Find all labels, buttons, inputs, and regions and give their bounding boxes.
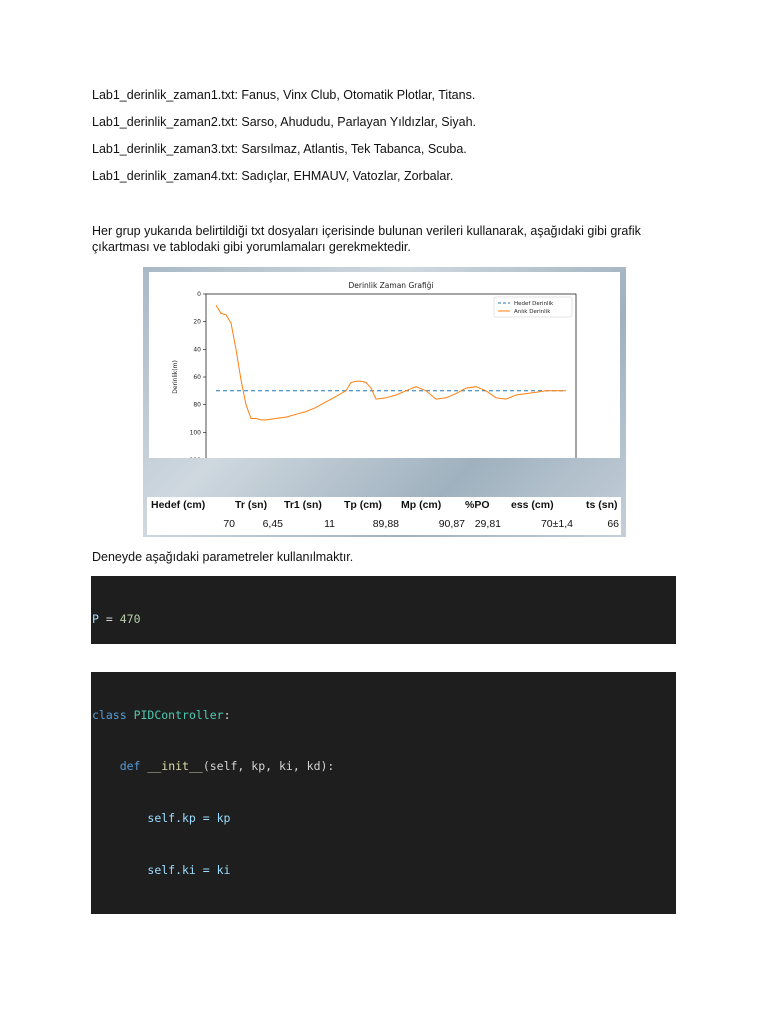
y-axis-label: Derinlik(m) — [172, 360, 179, 394]
y-tick-label: 0 — [197, 291, 201, 298]
chart-title: Derinlik Zaman Grafiği — [348, 281, 434, 290]
header-tr: Tr (sn) — [235, 499, 268, 511]
y-tick-label — [190, 457, 202, 458]
plot-panel — [149, 272, 620, 458]
intro-line-1: Lab1_derinlik_zaman1.txt: Fanus, Vinx Club, Otomatik Plotlar, Titans. — [92, 88, 476, 102]
figure-image — [143, 267, 626, 537]
code-class-def: class PIDController: — [92, 707, 231, 722]
value-tp: 89,88 — [372, 518, 399, 530]
params-code-block — [91, 576, 676, 644]
results-table-row — [147, 516, 621, 534]
code-ki — [91, 862, 676, 879]
intro-line-3: Lab1_derinlik_zaman3.txt: Sarsılmaz, Atlantis, Tek Tabanca, Scuba. — [92, 142, 467, 156]
legend-label-2: Anlık Derinlik — [514, 309, 551, 315]
header-ts: ts (sn) — [586, 499, 618, 511]
legend-label-1: Hedef Derinlik — [514, 301, 554, 307]
header-tp: Tp (cm) — [344, 499, 382, 511]
y-tick-label: 80 — [193, 401, 201, 409]
instructions-paragraph: Her grup yukarıda belirtildiği txt dosyaları içerisinde bulunan verileri kullanarak, aşağıdaki gibi grafik çıkartması ve tablodaki gibi yorumlamaları gerekmektedir. — [92, 224, 641, 254]
depth-time-chart — [149, 272, 620, 458]
assign-ki: self.ki = ki — [147, 863, 231, 878]
init-args: (self, kp, ki, kd): — [202, 759, 335, 774]
intro-line-2: Lab1_derinlik_zaman2.txt: Sarso, Ahududu, Parlayan Yıldızlar, Siyah. — [92, 115, 477, 129]
code-init-def — [91, 758, 676, 775]
y-tick-label: 20 — [193, 318, 201, 326]
value-tr1: 11 — [324, 518, 335, 530]
value-mp: 90,87 — [438, 518, 465, 530]
init-name: __init__ — [147, 759, 203, 774]
class-code-block — [91, 672, 676, 914]
y-tick-label: 40 — [193, 346, 201, 354]
assign-kp: self.kp = kp — [147, 811, 231, 826]
axes-frame — [206, 294, 576, 458]
code-kp — [91, 810, 676, 827]
series-line-2 — [216, 305, 566, 420]
header-po: %PO — [465, 499, 490, 511]
value-ess: 70±1,4 — [540, 518, 573, 530]
class-name: PIDController — [133, 707, 224, 722]
kw-def: def — [119, 759, 141, 774]
results-table-header — [147, 497, 621, 515]
header-tr1: Tr1 (sn) — [284, 499, 322, 511]
value-tr: 6,45 — [262, 518, 283, 530]
y-tick-label: 60 — [193, 374, 201, 381]
param-p-value: 470 — [119, 611, 141, 626]
intro-line-4: Lab1_derinlik_zaman4.txt: Sadıçlar, EHMAUV, Vatozlar, Zorbalar. — [92, 169, 454, 183]
params-intro: Deneyde aşağıdaki parametreler kullanılmaktır. — [92, 550, 354, 564]
value-ts: 66 — [607, 518, 619, 530]
kw-class: class — [92, 707, 127, 722]
header-ess: ess (cm) — [511, 499, 554, 511]
results-table — [147, 497, 621, 535]
code-line-p: P = 470 — [92, 611, 141, 626]
value-hedef: 70 — [223, 518, 235, 530]
header-hedef: Hedef (cm) — [151, 499, 206, 511]
value-po: 29,81 — [474, 518, 501, 530]
header-mp: Mp (cm) — [401, 499, 442, 511]
y-tick-label: 100 — [189, 429, 201, 437]
